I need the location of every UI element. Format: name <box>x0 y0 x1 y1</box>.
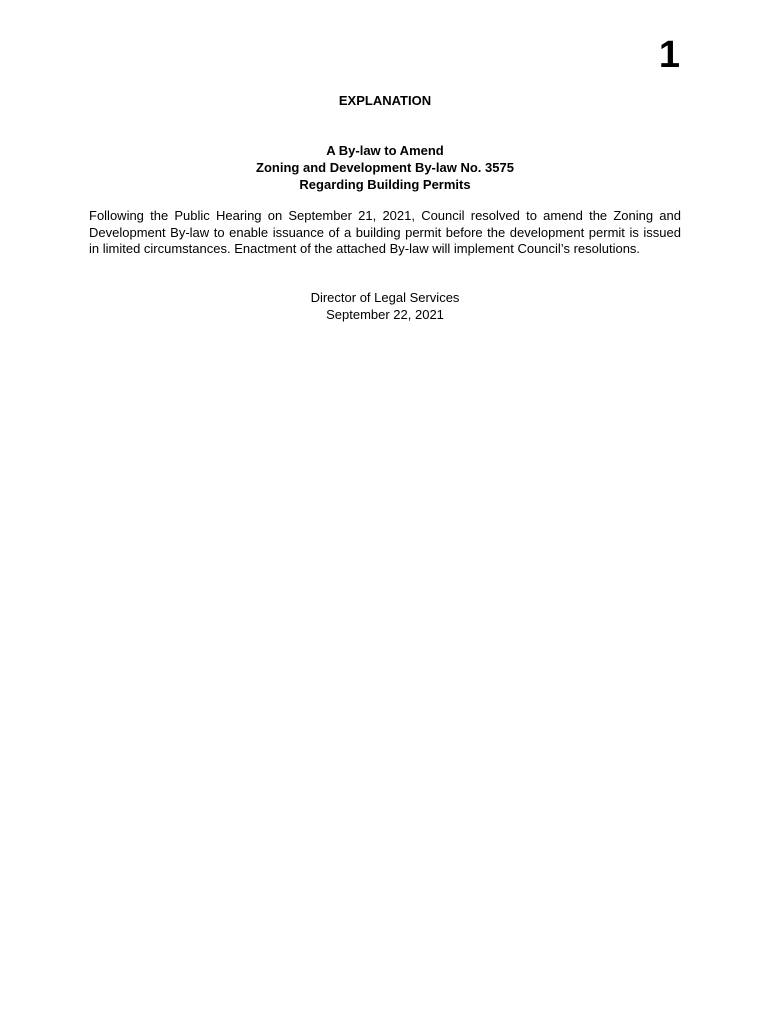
signature-date: September 22, 2021 <box>326 306 444 322</box>
page-number: 1 <box>658 34 680 76</box>
bylaw-title <box>0 142 770 193</box>
explanation-paragraph: Following the Public Hearing on September 21, 2021, Council resolved to amend the Zoning and Development By-law to enable issuance of a building permit before the development permit is issued in limited circumstances. Enactment of the attached By-law will implement Council’s resolutions. <box>89 208 681 256</box>
title-line-1: A By-law to Amend <box>326 143 444 158</box>
title-line-3: Regarding Building Permits <box>299 177 471 192</box>
signature-block <box>0 290 770 323</box>
signature-author: Director of Legal Services <box>310 290 460 305</box>
document-heading: EXPLANATION <box>338 93 432 108</box>
title-line-2: Zoning and Development By-law No. 3575 <box>256 160 514 175</box>
